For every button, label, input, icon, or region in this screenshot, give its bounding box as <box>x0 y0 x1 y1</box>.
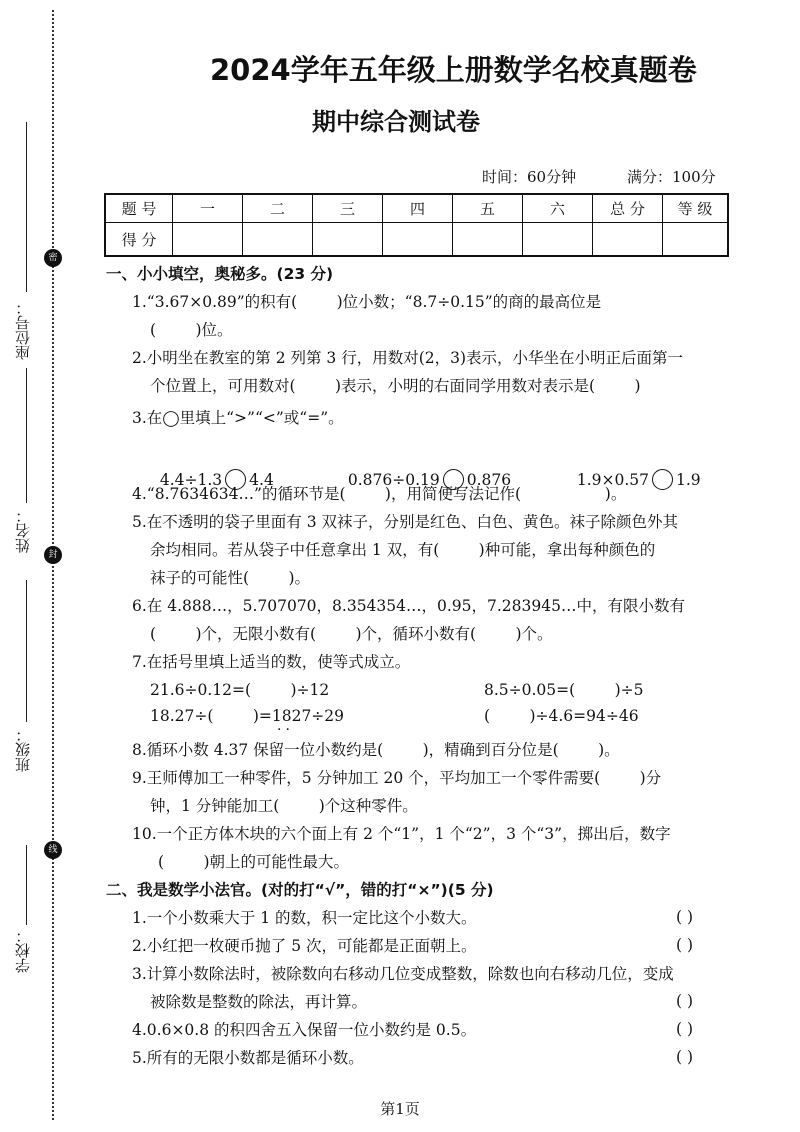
judge-item: 3.计算小数除法时，被除数向右移动几位变成整数，除数也向右移动几位，变成 <box>132 965 674 983</box>
q7-line: 7.在括号里填上适当的数，使等式成立。 <box>132 653 411 671</box>
judge-item: 1.一个小数乘大于 1 的数，积一定比这个小数大。 <box>132 909 477 927</box>
q7-item-a: 21.6÷0.12=( )÷12 <box>150 681 330 699</box>
score-table-header-cell: 一 <box>173 194 243 223</box>
q7-item-b: 8.5÷0.05=( )÷5 <box>484 681 644 699</box>
q3-c-left: 1.9×0.57 <box>576 471 650 489</box>
q10-line-b: ( )朝上的可能性最大。 <box>158 853 350 871</box>
score-cell[interactable] <box>383 223 453 257</box>
score-table-header-cell: 五 <box>453 194 523 223</box>
seat-label: 座位号： <box>14 300 32 360</box>
q3-a-left: 4.4÷1.3 <box>159 471 223 489</box>
score-table-header-cell: 六 <box>523 194 593 223</box>
q3-line: 3.在◯里填上“>”“<”或“=”。 <box>132 409 344 427</box>
q9-line-a: 9.王师傅加工一种零件，5 分钟加工 20 个，平均加工一个零件需要( )分 <box>132 769 662 787</box>
score-table-header-cell: 三 <box>313 194 383 223</box>
score-cell[interactable] <box>313 223 383 257</box>
q7-item-c: 18.27÷( )=1827÷29 <box>150 707 345 725</box>
q3-c-right: 1.9 <box>676 471 701 489</box>
score-table-header-cell: 等 级 <box>663 194 729 223</box>
class-label: 班级： <box>14 727 32 772</box>
judge-item: 5.所有的无限小数都是循环小数。 <box>132 1049 364 1067</box>
q6-line-a: 6.在 4.888…，5.707070，8.354354…，0.95，7.283945…中，有限小数有 <box>132 597 685 615</box>
answer-paren[interactable]: ( ) <box>676 1020 694 1038</box>
score-table-header-cell: 总 分 <box>593 194 663 223</box>
score-cell[interactable] <box>523 223 593 257</box>
name-label: 姓名： <box>14 508 32 553</box>
score-table-header-cell: 二 <box>243 194 313 223</box>
score-cell[interactable] <box>173 223 243 257</box>
judge-item-continued: 被除数是整数的除法，再计算。 <box>150 993 368 1011</box>
score-table <box>104 193 729 257</box>
seal-xian: 线 <box>44 841 62 859</box>
school-blank-line[interactable] <box>26 845 27 925</box>
q5-line-a: 5.在不透明的袋子里面有 3 双袜子，分别是红色、白色、黄色。袜子除颜色外其 <box>132 513 679 531</box>
answer-paren[interactable]: ( ) <box>676 936 694 954</box>
score-table-header-cell: 题 号 <box>105 194 173 223</box>
class-blank-line[interactable] <box>26 580 27 722</box>
score-cell[interactable] <box>593 223 663 257</box>
answer-paren[interactable]: ( ) <box>676 992 694 1010</box>
name-blank-line[interactable] <box>26 368 27 503</box>
score-row-label: 得 分 <box>105 223 173 257</box>
page-number: 第1页 <box>380 1100 420 1118</box>
q4-line: 4.“8.7634634…”的循环节是( )，用简便写法记作( )。 <box>132 485 627 503</box>
section1-heading: 一、小小填空，奥秘多。(23 分) <box>106 265 334 283</box>
q3-b-right: 0.876 <box>466 471 512 489</box>
q3-b-left: 0.876÷0.19 <box>347 471 440 489</box>
q2-line-a: 2.小明坐在教室的第 2 列第 3 行，用数对(2，3)表示，小华坐在小明正后面第一 <box>132 349 684 367</box>
seat-blank-line[interactable] <box>26 122 27 292</box>
q7-item-d: ( )÷4.6=94÷46 <box>484 707 639 725</box>
full-score: 满分：100分 <box>627 168 716 186</box>
answer-paren[interactable]: ( ) <box>676 1048 694 1066</box>
repeating-decimal-dots: ·· <box>277 722 294 738</box>
score-table-header-row <box>105 194 728 223</box>
seal-mi: 密 <box>44 249 62 267</box>
q1-line-b: ( )位。 <box>150 321 233 339</box>
score-cell[interactable] <box>243 223 313 257</box>
score-cell[interactable] <box>663 223 729 257</box>
exam-time: 时间：60分钟 <box>482 168 577 186</box>
page-subtitle: 期中综合测试卷 <box>312 108 480 136</box>
q5-line-c: 袜子的可能性( )。 <box>150 569 311 587</box>
judge-item: 2.小红把一枚硬币抛了 5 次，可能都是正面朝上。 <box>132 937 477 955</box>
section2-heading: 二、我是数学小法官。(对的打“√”，错的打“×”)(5 分) <box>106 881 494 899</box>
q1-line-a: 1.“3.67×0.89”的积有( )位小数；“8.7÷0.15”的商的最高位是 <box>132 293 602 311</box>
q8-line: 8.循环小数 4.37 保留一位小数约是( )，精确到百分位是( )。 <box>132 741 620 759</box>
q3-a-right: 4.4 <box>249 471 274 489</box>
school-label: 学校： <box>14 928 32 973</box>
q2-line-b: 个位置上，可用数对( )表示，小明的右面同学用数对表示是( ) <box>150 377 641 395</box>
q9-line-b: 钟，1 分钟能加工( )个这种零件。 <box>150 797 418 815</box>
compare-circle[interactable] <box>652 469 673 490</box>
binding-dotted-line <box>52 10 54 1120</box>
score-table-score-row <box>105 223 728 257</box>
score-table-header-cell: 四 <box>383 194 453 223</box>
q6-line-b: ( )个，无限小数有( )个，循环小数有( )个。 <box>150 625 553 643</box>
judge-item: 4.0.6×0.8 的积四舍五入保留一位小数约是 0.5。 <box>132 1021 477 1039</box>
q5-line-b: 余均相同。若从袋子中任意拿出 1 双，有( )种可能，拿出每种颜色的 <box>150 541 656 559</box>
seal-feng: 封 <box>44 546 62 564</box>
page-title: 2024学年五年级上册数学名校真题卷 <box>210 53 697 87</box>
answer-paren[interactable]: ( ) <box>676 908 694 926</box>
q10-line-a: 10.一个正方体木块的六个面上有 2 个“1”，1 个“2”，3 个“3”，掷出后，数字 <box>132 825 671 843</box>
score-cell[interactable] <box>453 223 523 257</box>
